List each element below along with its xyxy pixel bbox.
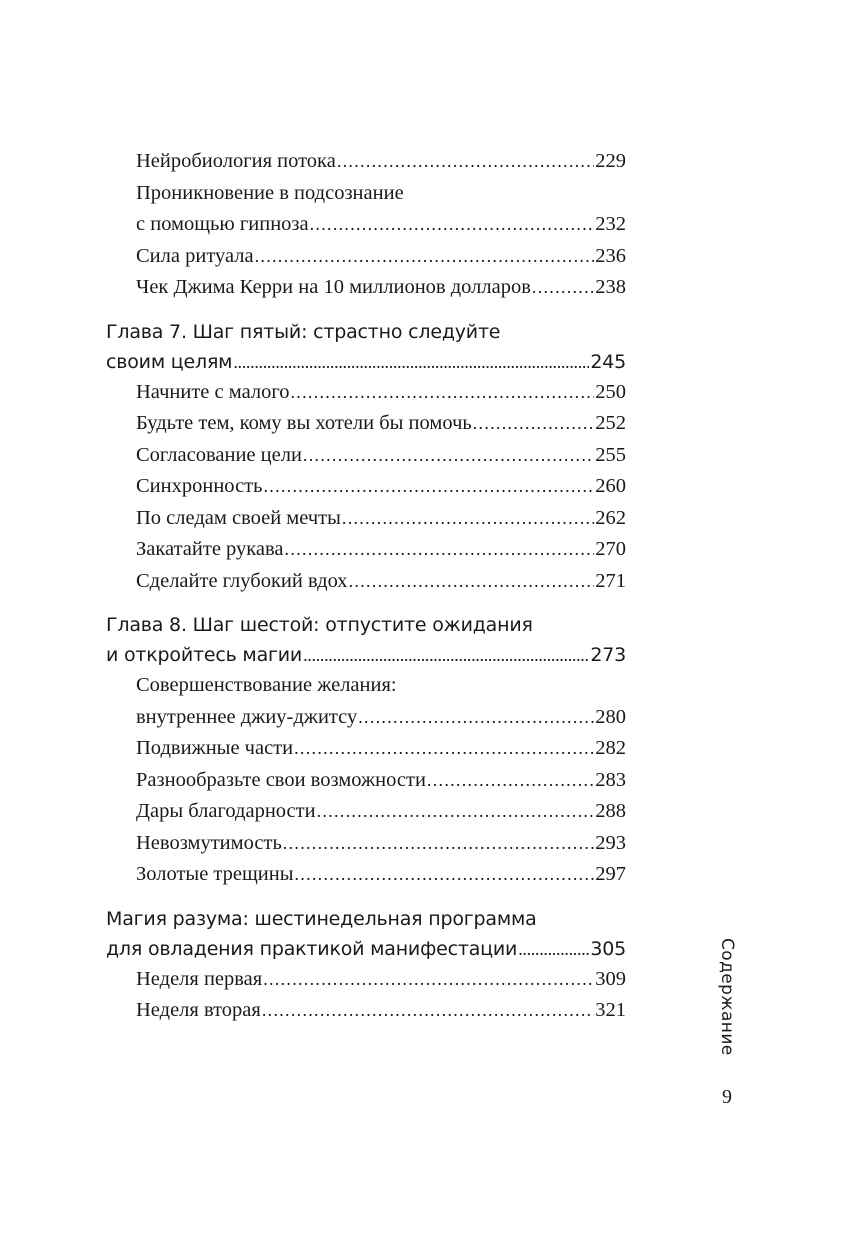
page-number: 309	[595, 967, 626, 990]
toc-entry	[106, 964, 626, 996]
toc-entry	[106, 209, 626, 241]
entry-title: Неделя вторая	[136, 999, 261, 1021]
toc-entry	[106, 995, 626, 1027]
toc-entry	[106, 377, 626, 409]
toc-entry	[106, 765, 626, 797]
chapter-title: Глава 7. Шаг пятый: страстно следуйте	[106, 320, 501, 343]
toc-chapter-line	[106, 904, 626, 934]
dot-leader	[337, 146, 594, 178]
toc-entry	[106, 733, 626, 765]
dot-leader	[255, 241, 595, 273]
entry-title: Согласование цели	[136, 443, 302, 466]
page-number: 236	[595, 244, 626, 267]
table-of-contents	[106, 146, 626, 1027]
toc-entry	[106, 503, 626, 535]
page-number: 271	[595, 569, 626, 592]
toc-entry-line	[106, 670, 626, 702]
entry-title: Чек Джима Керри на 10 миллионов долларов	[136, 276, 531, 298]
dot-leader	[283, 828, 594, 860]
dot-leader	[263, 471, 594, 503]
dot-leader	[473, 408, 595, 440]
page-number: 250	[595, 380, 626, 403]
page-number: 260	[595, 475, 626, 497]
page-number: 252	[595, 412, 626, 434]
entry-title: Закатайте рукава	[136, 538, 284, 560]
toc-chapter-line	[106, 317, 626, 347]
toc-entry	[106, 408, 626, 440]
entry-title: Нейробиология потока	[136, 150, 336, 172]
entry-title: Проникновение в подсознание	[136, 181, 404, 204]
toc-entry	[106, 272, 626, 304]
dot-leader	[303, 440, 594, 472]
entry-title: Дары благодарности	[136, 800, 316, 822]
dot-leader	[285, 534, 595, 566]
dot-leader	[294, 859, 594, 891]
page-number: 293	[595, 831, 626, 854]
page-number: 305	[590, 937, 626, 960]
toc-entry	[106, 796, 626, 828]
chapter-title: своим целям	[106, 350, 233, 373]
dot-leader	[358, 702, 594, 734]
dot-leader	[317, 796, 595, 828]
entry-title: Подвижные части	[136, 737, 294, 759]
toc-entry	[106, 702, 626, 734]
dot-leader	[532, 272, 594, 304]
toc-entry	[106, 566, 626, 598]
chapter-title: Глава 8. Шаг шестой: отпустите ожидания	[106, 614, 533, 636]
entry-title: Разнообразьте свои возможности	[136, 768, 426, 791]
page-number: 255	[595, 443, 626, 466]
page-number: 238	[595, 276, 626, 298]
toc-entry	[106, 146, 626, 178]
toc-entry	[106, 534, 626, 566]
entry-title: внутреннее джиу-джитсу	[136, 705, 358, 728]
toc-chapter-line	[106, 610, 626, 640]
entry-title: с помощью гипноза	[136, 213, 309, 235]
page-number: 282	[595, 737, 626, 759]
toc-chapter	[106, 934, 626, 964]
dot-leader	[518, 934, 589, 964]
entry-title: Совершенствование желания:	[136, 674, 397, 696]
dot-leader	[233, 347, 589, 377]
entry-title: Начните с малого	[136, 380, 290, 403]
toc-chapter	[106, 640, 626, 670]
folio-page-number: 9	[722, 1086, 732, 1108]
entry-title: Будьте тем, кому вы хотели бы помочь	[136, 412, 472, 434]
running-head	[712, 938, 742, 1058]
page-number: 321	[595, 999, 626, 1021]
dot-leader	[349, 566, 595, 598]
dot-leader	[290, 377, 594, 409]
page-number: 280	[595, 705, 626, 728]
page-number: 229	[595, 150, 626, 172]
running-head-text: Содержание	[717, 938, 737, 1056]
entry-title: Сила ритуала	[136, 244, 254, 267]
dot-leader	[427, 765, 594, 797]
page-number: 262	[595, 506, 626, 529]
toc-entry	[106, 828, 626, 860]
page-number: 288	[595, 800, 626, 822]
entry-title: Синхронность	[136, 475, 263, 497]
entry-title: Неделя первая	[136, 967, 263, 990]
toc-entry-line	[106, 178, 626, 210]
entry-title: Сделайте глубокий вдох	[136, 569, 348, 592]
page-number: 270	[595, 538, 626, 560]
toc-entry	[106, 440, 626, 472]
dot-leader	[303, 640, 589, 670]
entry-title: Невозмутимость	[136, 831, 282, 854]
chapter-title: для овладения практикой манифестации	[106, 937, 518, 960]
toc-entry	[106, 241, 626, 273]
toc-chapter	[106, 347, 626, 377]
chapter-title: Магия разума: шестинедельная программа	[106, 907, 537, 930]
dot-leader	[294, 733, 594, 765]
dot-leader	[342, 503, 594, 535]
page-number: 273	[590, 644, 626, 666]
page-number: 245	[590, 350, 626, 373]
page-number: 232	[595, 213, 626, 235]
dot-leader	[263, 964, 594, 996]
dot-leader	[310, 209, 595, 241]
chapter-title: и откройтесь магии	[106, 644, 303, 666]
page-number: 283	[595, 768, 626, 791]
page-number: 297	[595, 863, 626, 885]
entry-title: По следам своей мечты	[136, 506, 341, 529]
toc-entry	[106, 471, 626, 503]
dot-leader	[262, 995, 594, 1027]
toc-entry	[106, 859, 626, 891]
entry-title: Золотые трещины	[136, 863, 294, 885]
